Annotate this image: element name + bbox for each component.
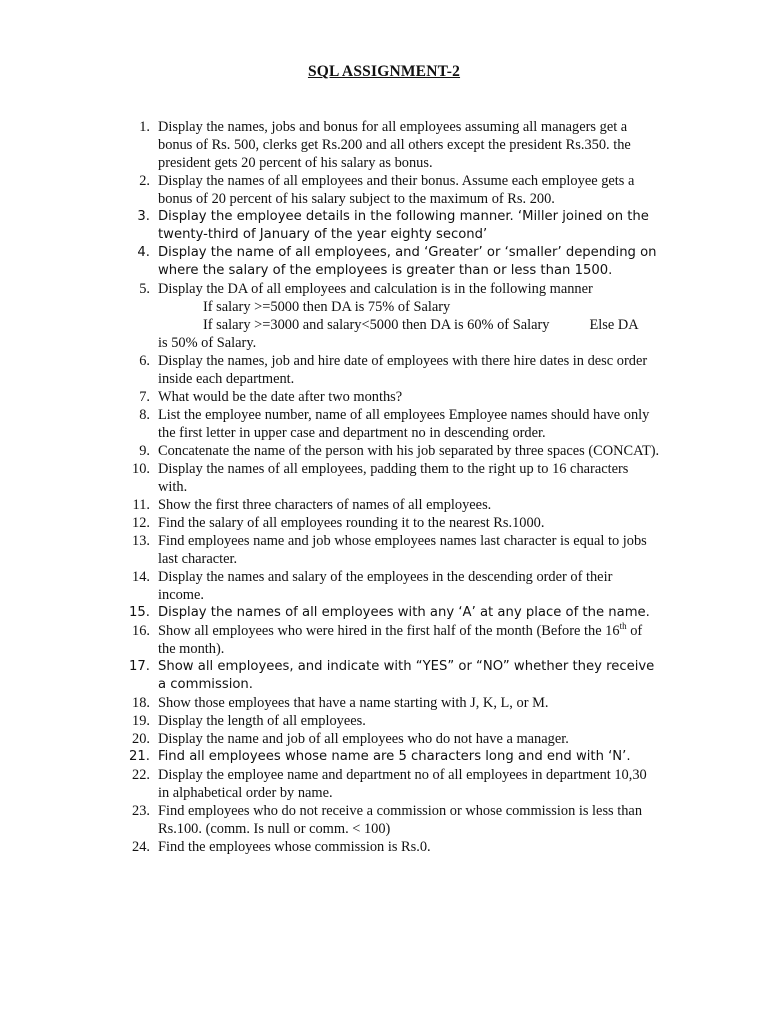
item-text: List the employee number, name of all employees Employee names should have only the first letter in upper case and department no in descending order.: [158, 407, 650, 441]
item-number: 9.: [139, 443, 150, 459]
list-item: [0, 172, 660, 208]
list-item: [0, 730, 660, 748]
list-item: [0, 658, 660, 694]
da-rule-75: If salary >=5000 then DA is 75% of Salary: [203, 299, 451, 315]
item-text: Find the employees whose commission is Rs.0.: [158, 839, 431, 855]
item-text: Display the name of all employees, and ‘Greater’ or ‘smaller’ depending on where the salary of the employees is greater than or less than 1500.: [158, 245, 657, 278]
superscript-th: th: [619, 621, 627, 632]
item-number: 1.: [139, 119, 150, 135]
item-text-main: Show all employees who were hired in the first half of the month (Before the 16: [158, 623, 620, 639]
item-number: 5.: [139, 281, 150, 297]
item-number: 2.: [139, 173, 150, 189]
item-text: Display the name and job of all employees who do not have a manager.: [158, 731, 569, 747]
item-number: 16.: [132, 623, 150, 639]
item-number: 3.: [137, 209, 150, 224]
item-text: Display the names of all employees and their bonus. Assume each employee gets a bonus of 20 percent of his salary subject to the maximum of Rs. 200.: [158, 173, 635, 207]
item-text: Display the names of all employees with any ‘A’ at any place of the name.: [158, 605, 650, 620]
item-text: Display the employee name and department no of all employees in department 10,30 in alphabetical order by name.: [158, 767, 647, 801]
item-number: 24.: [132, 839, 150, 855]
list-item: [0, 622, 660, 658]
item-text: Show all employees, and indicate with “YES” or “NO” whether they receive a commission.: [158, 659, 655, 692]
item-text: Display the names and salary of the employees in the descending order of their income.: [158, 569, 613, 603]
list-item: [0, 694, 660, 712]
item-number: 14.: [132, 569, 150, 585]
item-text: Show the first three characters of names of all employees.: [158, 497, 492, 513]
list-item: [0, 532, 660, 568]
list-item: [0, 604, 660, 622]
list-item: [0, 514, 660, 532]
item-number: 22.: [132, 767, 150, 783]
item-number: 19.: [132, 713, 150, 729]
item-number: 8.: [139, 407, 150, 423]
list-item: [0, 838, 660, 856]
da-rule-60: [158, 316, 660, 334]
item-text: Display the DA of all employees and calculation is in the following manner: [158, 281, 593, 297]
item-number: 12.: [132, 515, 150, 531]
item-text-tail: of the month).: [158, 623, 643, 657]
item-text: [158, 622, 660, 658]
item-text: Concatenate the name of the person with his job separated by three spaces (CONCAT).: [158, 443, 660, 459]
da-rule-50: is 50% of Salary.: [158, 335, 257, 351]
item-number: 4.: [137, 245, 150, 260]
list-item: [0, 406, 660, 442]
item-number: 11.: [132, 497, 150, 513]
list-item: [0, 460, 660, 496]
da-rule-60-text: If salary >=3000 and salary<5000 then DA is 60% of Salary: [203, 317, 550, 333]
list-item: [0, 712, 660, 730]
item-text: Display the length of all employees.: [158, 713, 366, 729]
list-item: [0, 802, 660, 838]
item-number: 7.: [139, 389, 150, 405]
list-item: [0, 442, 660, 460]
item-number: 20.: [132, 731, 150, 747]
item-number: 10.: [132, 461, 150, 477]
item-text: Find employees name and job whose employees names last character is equal to jobs last character.: [158, 533, 647, 567]
page-title: SQL ASSIGNMENT-2: [307, 63, 461, 80]
list-item: [0, 280, 660, 352]
item-number: 23.: [132, 803, 150, 819]
item-text: Display the names of all employees, padding them to the right up to 16 characters with.: [158, 461, 629, 495]
list-item: [0, 766, 660, 802]
item-text: Find all employees whose name are 5 characters long and end with ‘N’.: [158, 749, 631, 764]
item-number: 18.: [132, 695, 150, 711]
item-text: Display the names, jobs and bonus for all employees assuming all managers get a bonus of Rs. 500, clerks get Rs.200 and all others except the president Rs.350. the president gets 20 percent of his salary as bonus.: [158, 119, 631, 171]
list-item: [0, 118, 660, 172]
item-number: 6.: [139, 353, 150, 369]
item-text: Find employees who do not receive a commission or whose commission is less than Rs.100. (comm. Is null or comm. < 100): [158, 803, 643, 837]
item-text: Display the names, job and hire date of employees with there hire dates in desc order inside each department.: [158, 353, 648, 387]
item-text: Display the employee details in the following manner. ‘Miller joined on the twenty-third of January of the year eighty second’: [158, 209, 649, 242]
da-rule-else: Else DA: [589, 317, 639, 333]
list-item: [0, 208, 660, 244]
list-item: [0, 244, 660, 280]
item-number: 13.: [132, 533, 150, 549]
list-item: [0, 748, 660, 766]
item-number: 21.: [129, 749, 150, 764]
list-item: [0, 568, 660, 604]
item-number: 17.: [129, 659, 150, 674]
item-text: Find the salary of all employees rounding it to the nearest Rs.1000.: [158, 515, 545, 531]
list-item: [0, 496, 660, 514]
list-item: [0, 388, 660, 406]
item-text: What would be the date after two months?: [158, 389, 403, 405]
item-text: Show those employees that have a name starting with J, K, L, or M.: [158, 695, 549, 711]
list-item: [0, 352, 660, 388]
question-list: [0, 118, 768, 856]
item-number: 15.: [129, 605, 150, 620]
